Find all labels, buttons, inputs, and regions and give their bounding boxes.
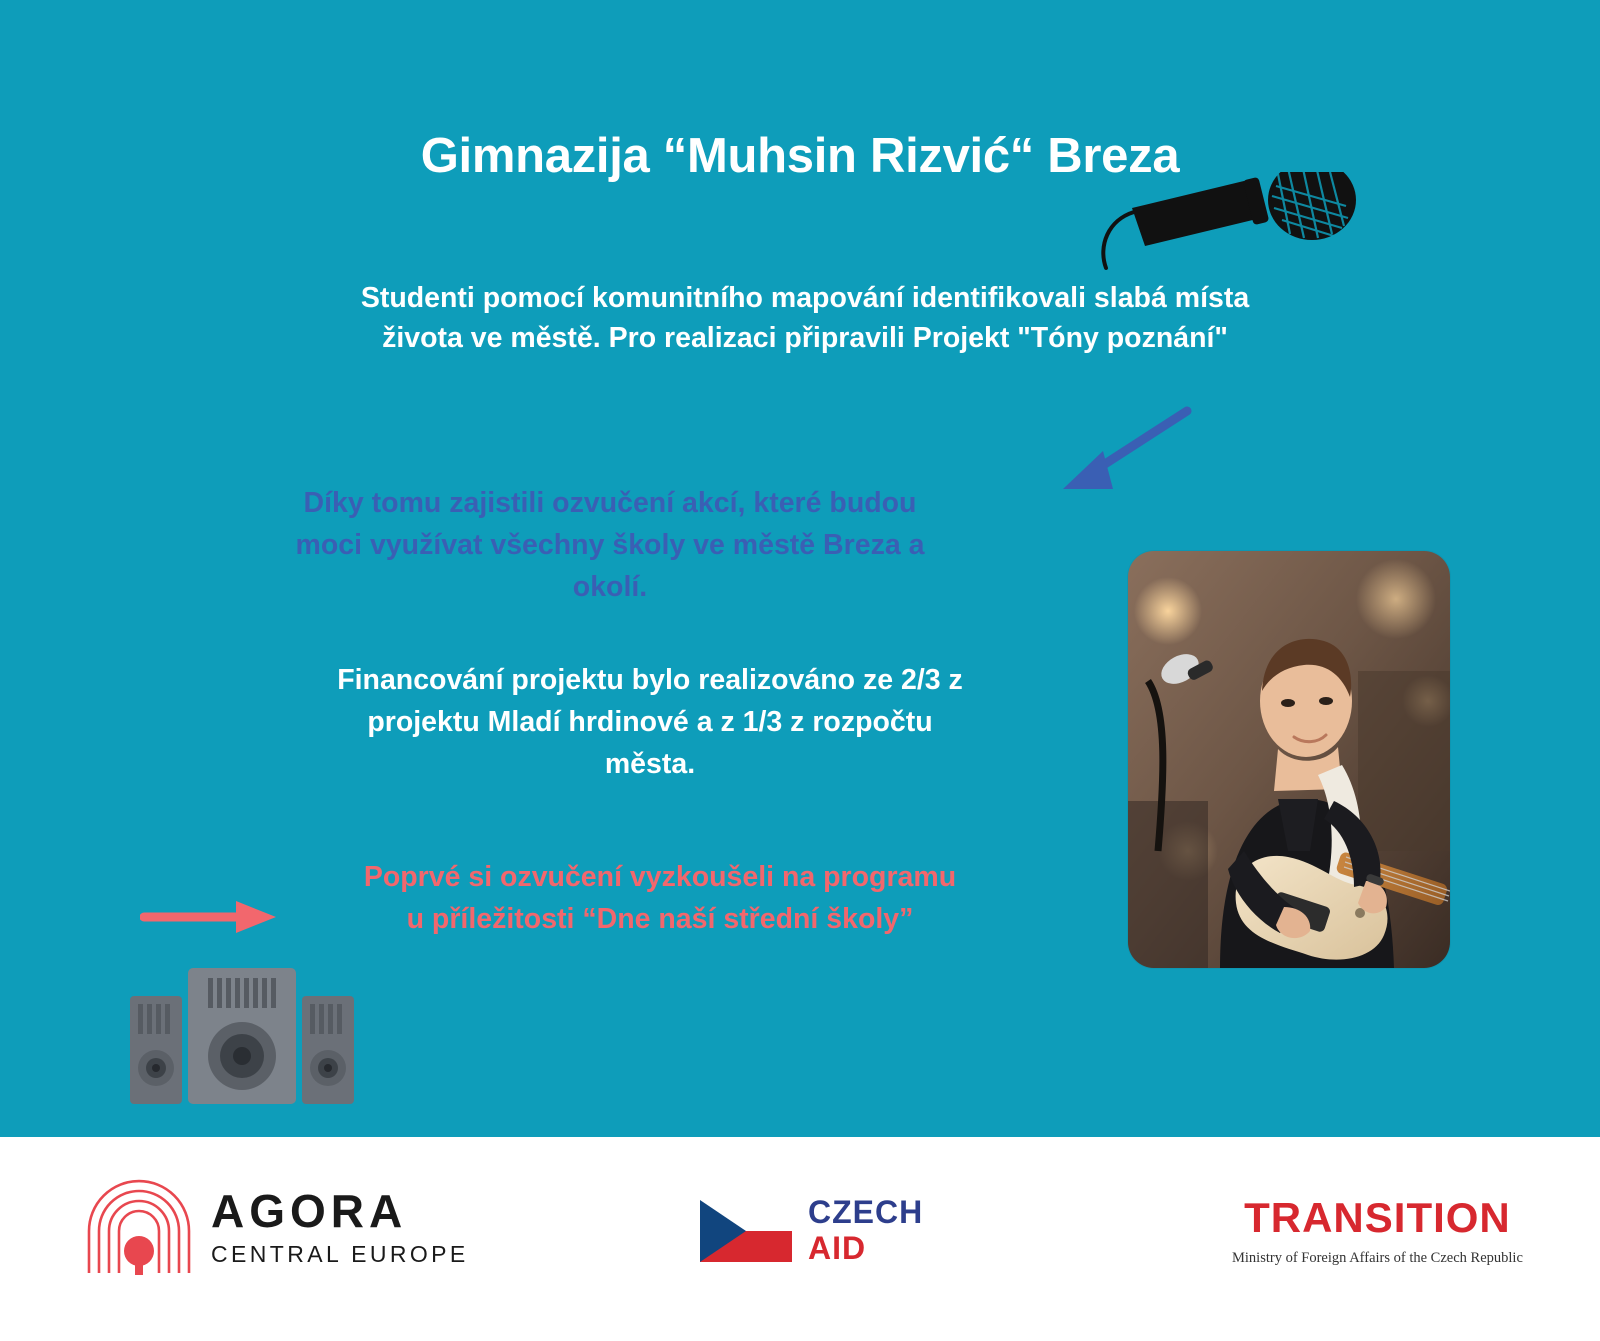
agora-central-europe-logo	[85, 1177, 469, 1277]
white-text-block	[190, 660, 1110, 786]
blue-line-2: moci využívat všechny školy ve městě Breza a	[295, 528, 925, 561]
pink-line-1: Poprvé si ozvučení vyzkoušeli na programu	[363, 861, 957, 893]
intro-line-1: Studenti pomocí komunitního mapování identifikovali slabá místa	[360, 282, 1250, 314]
pink-text-block	[210, 857, 1110, 941]
white-line-3: města.	[604, 747, 696, 780]
agora-arc-mark	[85, 1177, 193, 1277]
footer-logos	[0, 1137, 1600, 1341]
czech-flag-icon	[700, 1200, 792, 1262]
blue-line-3: okolí.	[572, 570, 648, 603]
agora-subtitle: CENTRAL EUROPE	[211, 1241, 469, 1267]
agora-wordmark: AGORA	[211, 1185, 408, 1237]
white-line-2: projektu Mladí hrdinové a z 1/3 z rozpočtu	[367, 705, 933, 738]
white-line-1: Financování projektu bylo realizováno ze 2/3 z	[337, 664, 963, 696]
speaker-system-icon	[122, 960, 362, 1110]
blue-text-block	[170, 483, 1050, 609]
page-title: Gimnazija “Muhsin Rizvić“ Breza	[420, 129, 1180, 183]
blue-line-1: Díky tomu zajistili ozvučení akcí, které budou	[303, 487, 917, 519]
czech-wordmark: CZECH	[808, 1194, 924, 1230]
intro-line-2: života ve městě. Pro realizaci připravili Projekt "Tóny poznání"	[382, 322, 1228, 355]
aid-wordmark: AID	[808, 1229, 867, 1266]
arrow-down-left-icon	[1055, 405, 1195, 495]
microphone-icon	[1098, 172, 1388, 272]
czech-aid-logo	[700, 1195, 923, 1267]
pink-line-2: u příležitosti “Dne naší střední školy”	[406, 902, 914, 935]
guitarist-photo	[1128, 551, 1450, 968]
transition-wordmark: TRANSITION	[1244, 1194, 1511, 1241]
transition-logo	[1232, 1194, 1523, 1267]
intro-paragraph	[200, 278, 1410, 359]
transition-subtitle: Ministry of Foreign Affairs of the Czech Republic	[1232, 1250, 1523, 1266]
